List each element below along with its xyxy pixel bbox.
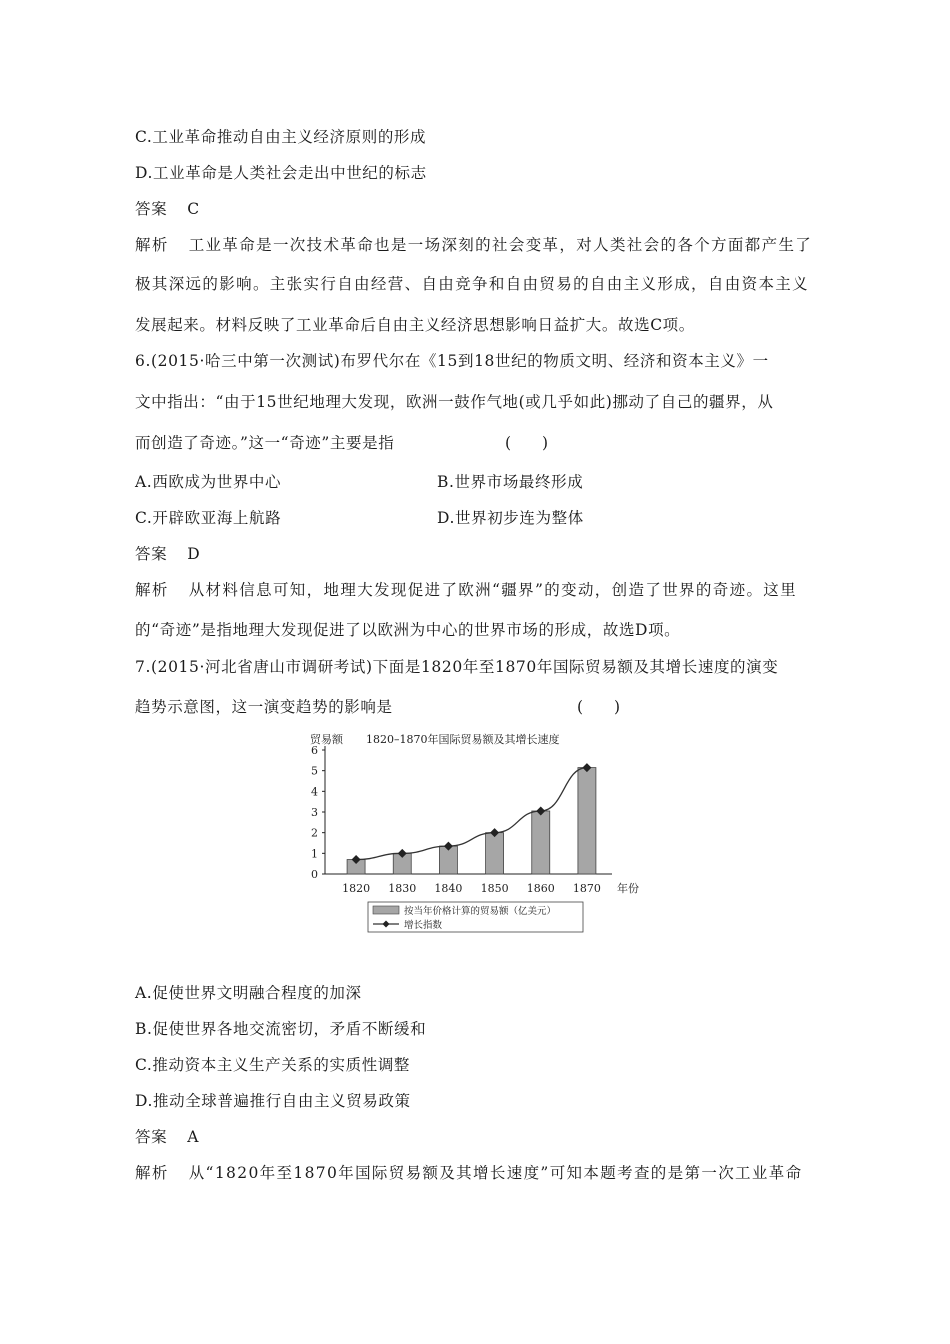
option-a-q7: A.促使世界文明融合程度的加深: [135, 984, 362, 1002]
answer-q7: [135, 1127, 199, 1147]
chart-x-axis: [325, 874, 612, 895]
answer-value: C: [187, 200, 200, 218]
y-tick-label: 4: [311, 785, 318, 799]
y-tick-label: 5: [311, 764, 318, 778]
question-6-line1: 6.(2015·哈三中第一次测试)布罗代尔在《15到18世纪的物质文明、经济和资本主义》一: [135, 352, 769, 370]
y-tick-label: 1: [311, 847, 318, 861]
x-tick-label: 1830: [388, 882, 417, 895]
question-6-line2: 文中指出：“由于15世纪地理大发现，欧洲一鼓作气地(或几乎如此)挪动了自己的疆界，从: [135, 393, 774, 411]
analysis-q5-line2: 极其深远的影响。主张实行自由经营、自由竞争和自由贸易的自由主义形成，自由资本主义: [135, 275, 810, 293]
answer-blank-q6: ( ): [505, 434, 549, 452]
option-c-q5: C.工业革命推动自由主义经济原则的形成: [135, 128, 427, 146]
y-tick-label: 0: [311, 868, 318, 881]
question-7-line1: 7.(2015·河北省唐山市调研考试)下面是1820年至1870年国际贸易额及其增长速度的演变: [135, 658, 779, 676]
question-7-line2: 趋势示意图，这一演变趋势的影响是: [135, 698, 393, 716]
trade-bar: [578, 768, 596, 874]
y-tick-label: 2: [311, 826, 318, 840]
option-b-q7: B.促使世界各地交流密切，矛盾不断缓和: [135, 1020, 427, 1038]
answer-q5: [135, 199, 200, 219]
chart-title: 1820–1870年国际贸易额及其增长速度: [366, 733, 560, 746]
trade-chart: [300, 728, 670, 938]
legend-line-marker: [383, 921, 390, 928]
y-tick-label: 3: [311, 806, 318, 819]
answer-value: D: [187, 545, 201, 563]
analysis-label: 解析: [135, 236, 169, 254]
chart-bars: [347, 768, 596, 874]
legend-bar-label: 按当年价格计算的贸易额（亿美元）: [404, 906, 557, 917]
legend-line-label: 增长指数: [404, 920, 443, 931]
option-c-q6: C.开辟欧亚海上航路: [135, 509, 282, 527]
analysis-text: 从材料信息可知，地理大发现促进了欧洲“疆界”的变动，创造了世界的奇迹。这里: [188, 581, 798, 599]
chart-y-axis: [311, 744, 325, 881]
answer-label: 答案: [135, 200, 168, 218]
analysis-q5-line3: 发展起来。材料反映了工业革命后自由主义经济思想影响日益扩大。故选C项。: [135, 316, 695, 334]
answer-label: 答案: [135, 1128, 168, 1146]
analysis-text: 从“1820年至1870年国际贸易额及其增长速度”可知本题考查的是第一次工业革命: [188, 1164, 803, 1182]
answer-q6: [135, 544, 200, 564]
option-d-q7: D.推动全球普遍推行自由主义贸易政策: [135, 1092, 411, 1110]
chart-growth-line: [352, 763, 592, 864]
chart-ylabel: 贸易额: [310, 733, 343, 746]
option-d-q6: D.世界初步连为整体: [437, 509, 584, 527]
chart-xlabel: 年份: [617, 882, 639, 895]
answer-value: A: [187, 1128, 199, 1146]
trade-bar: [532, 811, 550, 874]
y-tick-label: 6: [311, 744, 318, 757]
option-c-q7: C.推动资本主义生产关系的实质性调整: [135, 1056, 411, 1074]
question-6-line3: 而创造了奇迹。”这一“奇迹”主要是指: [135, 434, 395, 452]
answer-blank-q7: ( ): [577, 698, 621, 716]
x-tick-label: 1850: [480, 882, 509, 895]
analysis-text: 工业革命是一次技术革命也是一场深刻的社会变革，对人类社会的各个方面都产生了: [188, 236, 813, 254]
legend-bar-swatch: [373, 906, 399, 914]
option-d-q5: D.工业革命是人类社会走出中世纪的标志: [135, 164, 427, 182]
option-a-q6: A.西欧成为世界中心: [135, 473, 282, 491]
option-b-q6: B.世界市场最终形成: [437, 473, 584, 491]
analysis-q6-line2: 的“奇迹”是指地理大发现促进了以欧洲为中心的世界市场的形成，故选D项。: [135, 621, 681, 639]
answer-label: 答案: [135, 545, 168, 563]
analysis-label: 解析: [135, 581, 169, 599]
analysis-q5-line1: [135, 235, 812, 255]
analysis-label: 解析: [135, 1164, 169, 1182]
trade-bar: [486, 833, 504, 874]
x-tick-label: 1870: [572, 882, 601, 895]
x-tick-label: 1860: [526, 882, 555, 895]
analysis-q6-line1: [135, 580, 797, 600]
growth-line: [356, 768, 587, 860]
analysis-q7-line1: [135, 1163, 802, 1183]
x-tick-label: 1840: [434, 882, 463, 895]
x-tick-label: 1820: [342, 882, 371, 895]
